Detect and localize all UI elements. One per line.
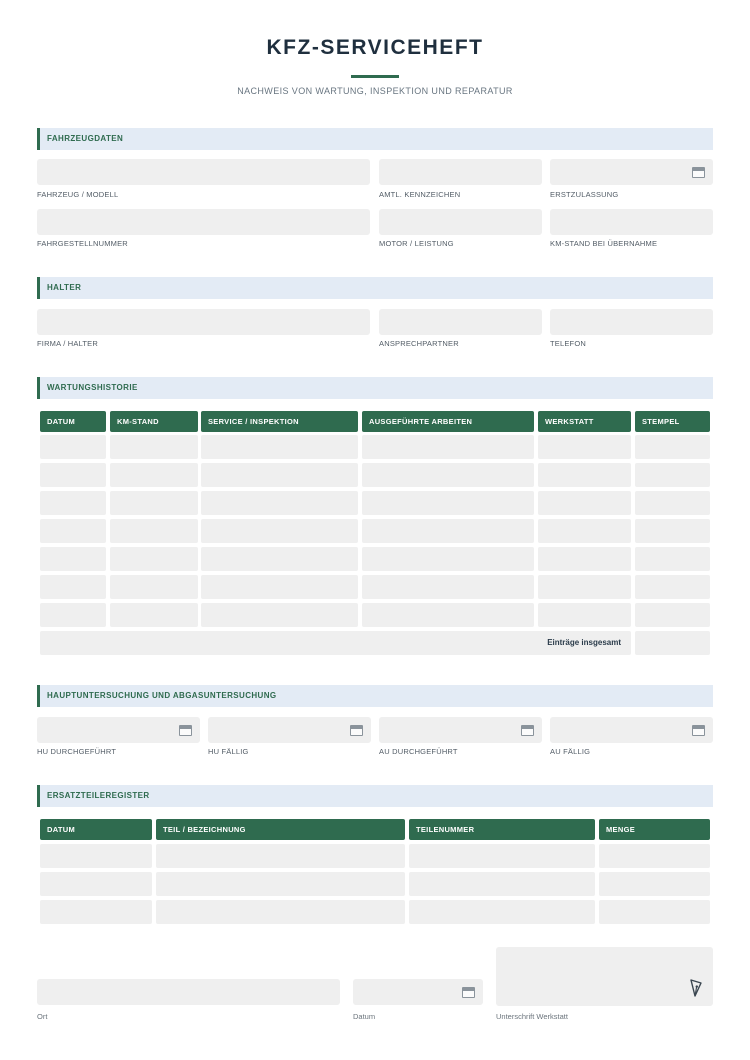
maintenance-table-cell[interactable]: [110, 603, 198, 627]
maintenance-column-header: KM-STAND: [110, 411, 198, 432]
maintenance-table-cell[interactable]: [635, 575, 710, 599]
maintenance-table-cell[interactable]: [201, 603, 358, 627]
parts-column-header: TEILENUMMER: [409, 819, 595, 840]
maintenance-table-cell[interactable]: [40, 491, 106, 515]
maintenance-table-cell[interactable]: [110, 435, 198, 459]
contact-person-label: ANSPRECHPARTNER: [379, 339, 459, 348]
maintenance-table-cell[interactable]: [201, 463, 358, 487]
maintenance-column-header: AUSGEFÜHRTE ARBEITEN: [362, 411, 534, 432]
maintenance-column-header: SERVICE / INSPEKTION: [201, 411, 358, 432]
section-heading-halter: HALTER: [37, 277, 713, 299]
maintenance-table-cell[interactable]: [201, 435, 358, 459]
vehicle-model-label: FAHRZEUG / MODELL: [37, 190, 119, 199]
place-field[interactable]: [37, 979, 340, 1005]
maintenance-table-cell[interactable]: [110, 463, 198, 487]
calendar-icon[interactable]: [350, 725, 363, 736]
calendar-icon[interactable]: [692, 167, 705, 178]
total-entries-label: Einträge insgesamt: [40, 631, 631, 655]
maintenance-table-cell[interactable]: [635, 603, 710, 627]
vehicle-model-field[interactable]: [37, 159, 370, 185]
maintenance-table-cell[interactable]: [40, 575, 106, 599]
parts-table-cell[interactable]: [409, 872, 595, 896]
maintenance-table-cell[interactable]: [635, 463, 710, 487]
section-heading-fahrzeugdaten: FAHRZEUGDATEN: [37, 128, 713, 150]
maintenance-column-header: DATUM: [40, 411, 106, 432]
maintenance-table-cell[interactable]: [110, 519, 198, 543]
hu-performed-field[interactable]: [37, 717, 200, 743]
total-entries-field[interactable]: [635, 631, 710, 655]
maintenance-table-cell[interactable]: [635, 547, 710, 571]
contact-person-field[interactable]: [379, 309, 542, 335]
maintenance-table-cell[interactable]: [40, 463, 106, 487]
au-performed-field[interactable]: [379, 717, 542, 743]
phone-field[interactable]: [550, 309, 713, 335]
page-subtitle: NACHWEIS VON WARTUNG, INSPEKTION UND REPARATUR: [237, 86, 513, 96]
mileage-at-handover-label: KM-STAND BEI ÜBERNAHME: [550, 239, 658, 248]
calendar-icon[interactable]: [179, 725, 192, 736]
maintenance-table-cell[interactable]: [40, 547, 106, 571]
maintenance-table-cell[interactable]: [362, 519, 534, 543]
maintenance-table-cell[interactable]: [635, 519, 710, 543]
parts-table-cell[interactable]: [599, 900, 710, 924]
maintenance-table-cell[interactable]: [538, 491, 631, 515]
pen-icon: [689, 978, 703, 998]
phone-label: TELEFON: [550, 339, 586, 348]
maintenance-table-cell[interactable]: [201, 547, 358, 571]
parts-column-header: TEIL / BEZEICHNUNG: [156, 819, 405, 840]
au-due-field[interactable]: [550, 717, 713, 743]
maintenance-table-cell[interactable]: [538, 463, 631, 487]
chassis-number-label: FAHRGESTELLNUMMER: [37, 239, 128, 248]
engine-power-field[interactable]: [379, 209, 542, 235]
date-label: Datum: [353, 1012, 376, 1021]
maintenance-table-cell[interactable]: [201, 575, 358, 599]
parts-column-header: DATUM: [40, 819, 152, 840]
maintenance-table-cell[interactable]: [110, 575, 198, 599]
maintenance-table-cell[interactable]: [362, 603, 534, 627]
parts-table-cell[interactable]: [156, 844, 405, 868]
maintenance-table-cell[interactable]: [201, 491, 358, 515]
maintenance-table-cell[interactable]: [110, 491, 198, 515]
engine-power-label: MOTOR / LEISTUNG: [379, 239, 454, 248]
maintenance-table-cell[interactable]: [40, 519, 106, 543]
maintenance-table-cell[interactable]: [362, 575, 534, 599]
parts-table-cell[interactable]: [40, 844, 152, 868]
owner-company-label: FIRMA / HALTER: [37, 339, 99, 348]
parts-table-cell[interactable]: [156, 872, 405, 896]
calendar-icon[interactable]: [692, 725, 705, 736]
signature-label: Unterschrift Werkstatt: [496, 1012, 568, 1021]
owner-company-field[interactable]: [37, 309, 370, 335]
parts-table-cell[interactable]: [40, 872, 152, 896]
maintenance-table-cell[interactable]: [40, 603, 106, 627]
maintenance-column-header: WERKSTATT: [538, 411, 631, 432]
mileage-at-handover-field[interactable]: [550, 209, 713, 235]
title-underline: [351, 75, 399, 78]
maintenance-table-cell[interactable]: [538, 603, 631, 627]
maintenance-table-cell[interactable]: [538, 547, 631, 571]
maintenance-table-cell[interactable]: [538, 435, 631, 459]
parts-table-cell[interactable]: [40, 900, 152, 924]
maintenance-table-cell[interactable]: [538, 575, 631, 599]
calendar-icon[interactable]: [521, 725, 534, 736]
maintenance-table-cell[interactable]: [362, 435, 534, 459]
maintenance-table-cell[interactable]: [635, 435, 710, 459]
place-label: Ort: [37, 1012, 48, 1021]
section-heading-hu-au: HAUPTUNTERSUCHUNG UND ABGASUNTERSUCHUNG: [37, 685, 713, 707]
maintenance-table-cell[interactable]: [362, 463, 534, 487]
au-performed-label: AU DURCHGEFÜHRT: [379, 747, 458, 756]
parts-table-cell[interactable]: [409, 900, 595, 924]
parts-table-cell[interactable]: [599, 844, 710, 868]
hu-performed-label: HU DURCHGEFÜHRT: [37, 747, 117, 756]
maintenance-table-cell[interactable]: [538, 519, 631, 543]
maintenance-table-cell[interactable]: [110, 547, 198, 571]
section-heading-ersatzteile: ERSATZTEILEREGISTER: [37, 785, 713, 807]
maintenance-table-cell[interactable]: [201, 519, 358, 543]
maintenance-table-cell[interactable]: [362, 547, 534, 571]
page-title: KFZ-SERVICEHEFT: [266, 36, 484, 59]
license-plate-label: AMTL. KENNZEICHEN: [379, 190, 461, 199]
first-registration-label: ERSTZULASSUNG: [550, 190, 619, 199]
parts-table-cell[interactable]: [156, 900, 405, 924]
section-heading-wartungshistorie: WARTUNGSHISTORIE: [37, 377, 713, 399]
parts-table-cell[interactable]: [409, 844, 595, 868]
hu-due-field[interactable]: [208, 717, 371, 743]
date-field[interactable]: [353, 979, 483, 1005]
first-registration-field[interactable]: [550, 159, 713, 185]
signature-field[interactable]: [496, 947, 713, 1006]
parts-table-cell[interactable]: [599, 872, 710, 896]
maintenance-table-cell[interactable]: [40, 435, 106, 459]
calendar-icon[interactable]: [462, 987, 475, 998]
chassis-number-field[interactable]: [37, 209, 370, 235]
maintenance-column-header: STEMPEL: [635, 411, 710, 432]
parts-column-header: MENGE: [599, 819, 710, 840]
license-plate-field[interactable]: [379, 159, 542, 185]
au-due-label: AU FÄLLIG: [550, 747, 591, 756]
hu-due-label: HU FÄLLIG: [208, 747, 249, 756]
maintenance-table-cell[interactable]: [362, 491, 534, 515]
maintenance-table-cell[interactable]: [635, 491, 710, 515]
